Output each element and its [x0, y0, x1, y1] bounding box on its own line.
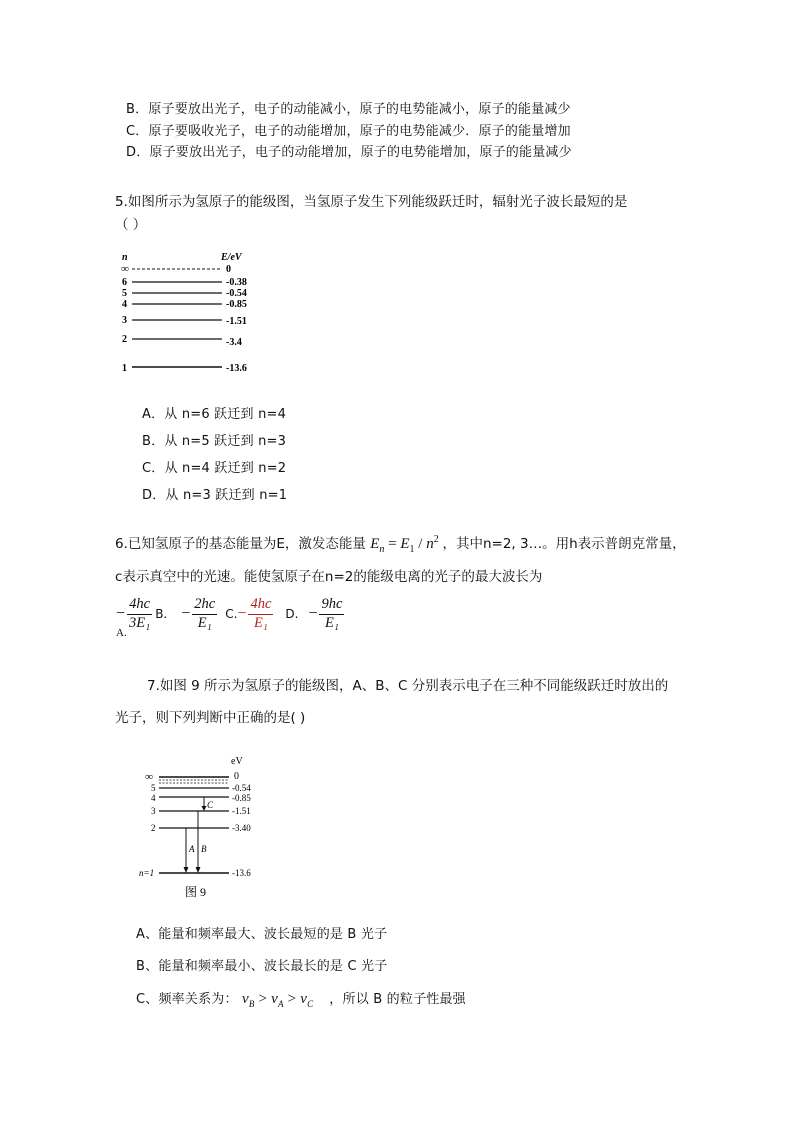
q6-option-c-fraction: $\frac{4hc}{\text{E₁}}$	[250, 596, 272, 631]
q6-stem-line2: c表示真空中的光速。能使氢原子在n=2的能级电离的光子的最大波长为	[115, 569, 543, 585]
q5-level-n-6: 6	[122, 277, 127, 288]
q5-level-n-3: 3	[122, 315, 127, 326]
q6-options	[116, 592, 344, 640]
q7-unit-label: eV	[231, 756, 243, 767]
q6-stem-a: 6.已知氢原子的基态能量为E，激发态能量	[115, 536, 366, 552]
q6-option-d-minus: −	[308, 605, 318, 622]
option-d-prev: D．原子要放出光子，电子的动能增加，原子的电势能增加，原子的能量减少	[126, 145, 572, 160]
q5-level-n-inf: ∞	[121, 263, 129, 275]
q7-level-e-2: -3.40	[232, 823, 251, 833]
q6-option-d-fraction: $\frac{9hc}{\text{E₁}}$	[321, 596, 343, 631]
q5-level-e-2: -3.4	[226, 337, 242, 348]
q5-option-b: B．从 n=5 跃迁到 n=3	[142, 434, 287, 449]
q7-frequency-relation: $\nu_B > \nu_A > \nu_C$	[242, 991, 314, 1009]
q5-n-axis-label: n	[122, 252, 128, 263]
q5-level-e-3: -1.51	[226, 316, 247, 327]
q7-stem-line1: 7.如图 9 所示为氢原子的能级图，A、B、C 分别表示电子在三种不同能级跃迁时放出的	[147, 678, 669, 694]
q5-option-d: D．从 n=3 跃迁到 n=1	[142, 488, 288, 503]
q5-level-n-2: 2	[122, 334, 127, 345]
q6-option-a: − $\frac{4hc}{\text{3E₁}}$ A.	[116, 596, 151, 640]
q5-level-n-1: 1	[122, 363, 127, 374]
q7-level-n-inf: ∞	[145, 771, 153, 783]
q7-level-e-inf: 0	[234, 771, 239, 782]
q5-level-e-inf: 0	[226, 264, 231, 275]
q7-stem-line2: 光子，则下列判断中正确的是( )	[115, 710, 306, 726]
q6-stem-b: ，其中n=2, 3…。用h表示普朗克常量，	[442, 536, 686, 552]
q6-option-c-minus: −	[237, 605, 247, 622]
q6-option-b-label: B.	[155, 607, 168, 621]
q6-option-a-fraction: $\frac{4hc}{\text{3E₁}}$	[129, 596, 151, 631]
q7-level-n-2: 2	[151, 823, 156, 833]
svg-text:B: B	[201, 844, 207, 854]
q7-level-e-5: -0.54	[232, 783, 251, 793]
q5-level-n-4: 4	[122, 299, 127, 310]
svg-text:C: C	[207, 800, 214, 810]
q7-level-n-3: 3	[151, 806, 156, 816]
q6-option-b-fraction: $\frac{2hc}{\text{E₁}}$	[194, 596, 216, 631]
q5-energy-level-diagram	[118, 248, 268, 378]
q5-option-a: A．从 n=6 跃迁到 n=4	[142, 407, 287, 422]
q7-level-n-4: 4	[151, 793, 156, 803]
q6-option-d-label: D.	[285, 607, 299, 621]
q6-option-a-label: A.	[116, 627, 127, 640]
q5-level-n-5: 5	[122, 288, 127, 299]
q7-level-n-5: 5	[151, 783, 156, 793]
q5-answer-blank: （ ）	[115, 217, 147, 233]
q7-level-n-1: n=1	[139, 868, 155, 878]
q5-stem: 5.如图所示为氢原子的能级图，当氢原子发生下列能级跃迁时，辐射光子波长最短的是	[115, 194, 628, 210]
q6-option-c-label: C.	[225, 607, 238, 621]
q6-energy-formula: $E_n = E_1 / n^2$	[370, 534, 439, 555]
q7-energy-level-diagram	[135, 752, 270, 902]
q5-level-e-4: -0.85	[226, 299, 247, 310]
q7-level-e-1: -13.6	[232, 868, 251, 878]
q7-level-e-3: -1.51	[232, 806, 251, 816]
q7-option-c: C、频率关系为： $\nu_B > \nu_A > \nu_C$ ，所以 B 的粒子性最强	[136, 991, 466, 1009]
q5-level-e-5: -0.54	[226, 288, 247, 299]
q5-level-e-6: -0.38	[226, 277, 247, 288]
option-b-prev: B．原子要放出光子，电子的动能减小，原子的电势能减小，原子的能量减少	[126, 102, 571, 117]
option-c-prev: C．原子要吸收光子，电子的动能增加，原子的电势能减少．原子的能量增加	[126, 124, 571, 139]
q6-option-b-minus: −	[181, 605, 191, 622]
q5-e-axis-label: E/eV	[221, 252, 242, 263]
q7-option-b: B、能量和频率最小、波长最长的是 C 光子	[136, 959, 388, 974]
svg-text:A: A	[189, 844, 195, 854]
q6-stem-line1	[115, 532, 686, 555]
q5-level-e-1: -13.6	[226, 363, 247, 374]
q7-arrow-a	[184, 828, 196, 873]
q7-level-e-4: -0.85	[232, 793, 251, 803]
q7-figure-caption: 图 9	[185, 885, 207, 899]
q7-arrow-b	[196, 811, 208, 873]
q7-option-a: A、能量和频率最大、波长最短的是 B 光子	[136, 927, 388, 942]
q5-option-c: C．从 n=4 跃迁到 n=2	[142, 461, 287, 476]
q7-arrow-c	[202, 797, 215, 811]
